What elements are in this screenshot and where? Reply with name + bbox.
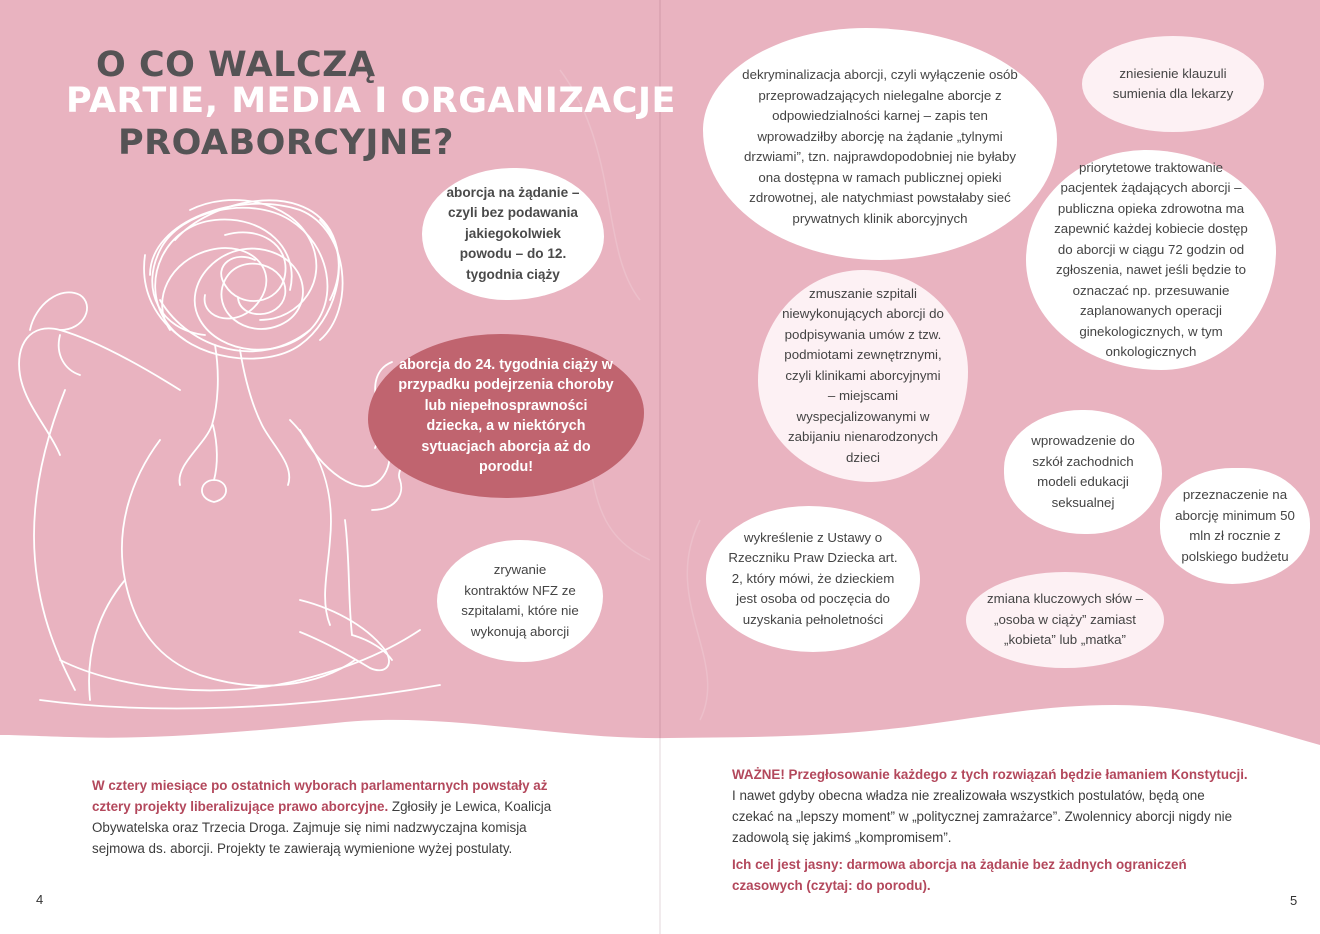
bubble-nfz-contracts-text: zrywanie kontraktów NFZ ze szpitalami, które nie wykonują aborcji: [461, 562, 579, 639]
bubble-abortion-24-weeks-text: aborcja do 24. tygodnia ciąży w przypadku podejrzenia choroby lub niepełnosprawności dziecka, a w niektórych sytuacjach aborcja aż do porodu!: [398, 356, 614, 475]
bubble-forcing-hospitals: [758, 270, 968, 482]
title-line-2: PARTIE, MEDIA I ORGANIZACJE: [66, 81, 676, 121]
bubble-priority-treatment-text: priorytetowe traktowanie pacjentek żądających aborcji – publiczna opieka zdrowotna ma zapewnić każdej kobiecie dostęp do aborcji w ciągu 72 godzin od zgłoszenia, nawet jeśli będzie to oznaczać np. przesuwanie zaplanowanych operacji ginekologicznych, w tym onkologicznych: [1054, 159, 1248, 359]
bubble-keywords-text: zmiana kluczowych słów – „osoba w ciąży” zamiast „kobieta” lub „matka”: [987, 591, 1143, 648]
important-rest: I nawet gdyby obecna władza nie zrealizowała wszystkich postulatów, będą one czekać na „lepszy moment” w „politycznej zamrażarce”. Zwolennicy aborcji nigdy nie zadowolą się jakimś „kompromisem”.: [732, 788, 1233, 845]
important-paragraph: [732, 764, 1250, 848]
bubble-sex-education-text: wprowadzenie do szkół zachodnich modeli edukacji seksualnej: [1031, 433, 1135, 510]
title-line-1: O CO WALCZĄ: [96, 45, 376, 85]
bubble-abortion-on-demand-text: aborcja na żądanie – czyli bez podawania jakiegokolwiek powodu – do 12. tygodnia ciąży: [446, 184, 580, 282]
left-paragraph-highlight: W cztery miesiące po ostatnich wyborach parlamentarnych powstały aż cztery projekty liberalizujące prawo aborcyjne.: [92, 778, 548, 814]
bubble-decriminalization-text: dekryminalizacja aborcji, czyli wyłączenie osób przeprowadzających nielegalne aborcje z odpowiedzialności karnej – zapis ten wprowadziłby aborcję na żądanie „tylnymi drzwiami”, tzn. najprawdopodobniej nie byłaby ona dostępna w ramach publicznej opieki zdrowotnej, ale natychmiast powstałaby sieć prywatnych klinik aborcyjnych: [742, 67, 1018, 226]
bubble-abortion-24-weeks: [368, 334, 644, 498]
page-number-right: 5: [1290, 893, 1298, 908]
goal-statement: Ich cel jest jasny: darmowa aborcja na żądanie bez żadnych ograniczeń czasowych (czytaj: do porodu).: [732, 857, 1187, 893]
bubble-budget-text: przeznaczenie na aborcję minimum 50 mln zł rocznie z polskiego budżetu: [1175, 487, 1295, 564]
bubble-ombudsman-act-text: wykreślenie z Ustawy o Rzeczniku Praw Dziecka art. 2, który mówi, że dzieckiem jest osoba od poczęcia do uzyskania pełnoletności: [728, 529, 898, 627]
bubble-sex-education: [1004, 410, 1162, 534]
bubble-budget: [1160, 468, 1310, 584]
page-gutter: [659, 0, 661, 934]
page-number-left: 4: [36, 892, 44, 907]
bubble-keywords: [966, 572, 1164, 668]
important-highlight: WAŻNE! Przegłosowanie każdego z tych rozwiązań będzie łamaniem Konstytucji.: [732, 767, 1248, 782]
bubble-forcing-hospitals-text: zmuszanie szpitali niewykonujących aborcji do podpisywania umów z tzw. podmiotami zewnętrznymi, czyli klinikami aborcyjnymi – miejscami wyspecjalizowanymi w zabijaniu nienarodzonych dzieci: [782, 285, 944, 465]
bubble-conscience-clause: [1082, 36, 1264, 132]
title-line-3: PROABORCYJNE?: [118, 123, 454, 163]
left-paragraph: [92, 775, 574, 859]
bubble-decriminalization: [703, 28, 1057, 260]
bubble-ombudsman-act: [706, 506, 920, 652]
bubble-abortion-on-demand: [422, 168, 604, 300]
bubble-conscience-clause-text: zniesienie klauzuli sumienia dla lekarzy: [1112, 65, 1234, 101]
left-paragraph-rest: Zgłosiły je Lewica, Koalicja Obywatelska oraz Trzecia Droga. Zajmuje się nimi nadzwyczajna komisja sejmowa ds. aborcji. Projekty te zawierają wymienione wyżej postulaty.: [92, 799, 552, 856]
bubble-priority-treatment: [1026, 150, 1276, 370]
bubble-nfz-contracts: [437, 540, 603, 662]
